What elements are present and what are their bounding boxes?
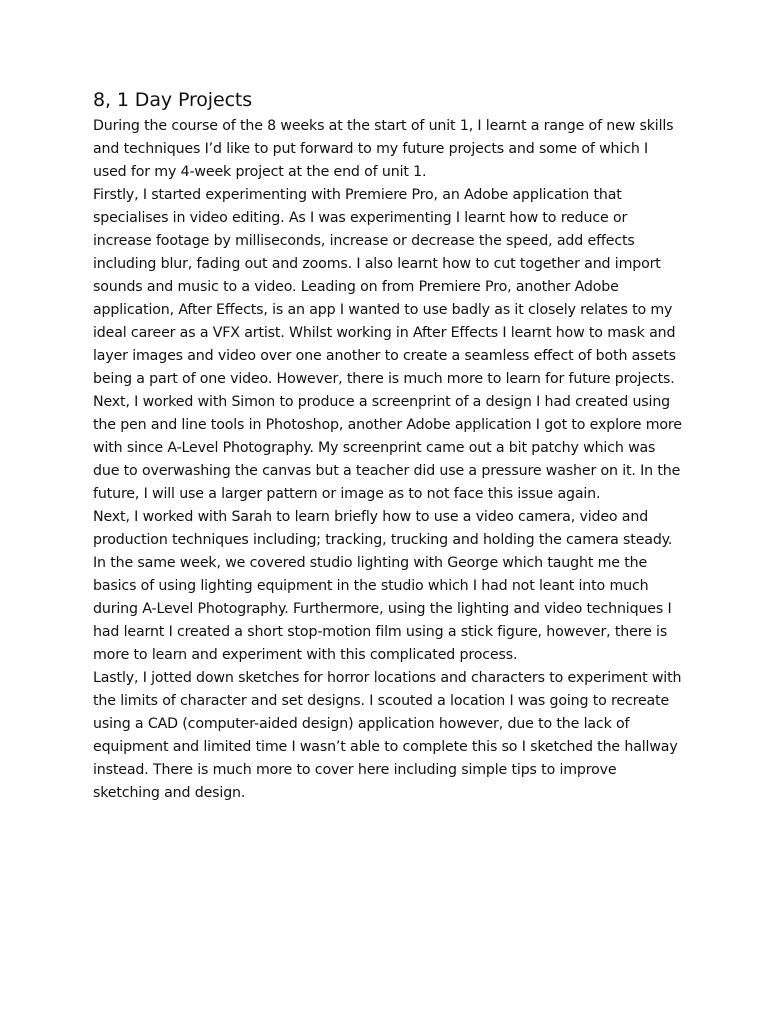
paragraph-screenprint: Next, I worked with Simon to produce a screenprint of a design I had created using the pen and line tools in Photoshop, another Adobe application I got to explore more with since A-Level Photography. My screenprint came out a bit patchy which was due to overwashing the canvas but a teacher did use a pressure washer on it. In the future, I will use a larger pattern or image as to not face this issue again. <box>93 394 682 502</box>
paragraph-video-lighting: Next, I worked with Sarah to learn briefly how to use a video camera, video and production techniques including; tracking, trucking and holding the camera steady. In the same week, we covered studio lighting with George which taught me the basics of using lighting equipment in the studio which I had not leant into much during A-Level Photography. Furthermore, using the lighting and video techniques I had learnt I created a short stop-motion film using a stick figure, however, there is more to learn and experiment with this complicated process. <box>93 509 673 663</box>
paragraph-sketches: Lastly, I jotted down sketches for horror locations and characters to experiment with the limits of character and set designs. I scouted a location I was going to recreate using a CAD (computer-aided design) application however, due to the lack of equipment and limited time I wasn’t able to complete this so I sketched the hallway instead. There is much more to cover here including simple tips to improve sketching and design. <box>93 670 682 801</box>
paragraph-intro: During the course of the 8 weeks at the start of unit 1, I learnt a range of new skills and techniques I’d like to put forward to my future projects and some of which I used for my 4-week project at the end of unit 1. <box>93 118 674 180</box>
document-page <box>93 86 683 805</box>
page-title: 8, 1 Day Projects <box>93 89 253 111</box>
paragraph-premiere-after-effects: Firstly, I started experimenting with Premiere Pro, an Adobe application that specialises in video editing. As I was experimenting I learnt how to reduce or increase footage by milliseconds, increase or decrease the speed, add effects including blur, fading out and zooms. I also learnt how to cut together and import sounds and music to a video. Leading on from Premiere Pro, another Adobe application, After Effects, is an app I wanted to use badly as it closely relates to my ideal career as a VFX artist. Whilst working in After Effects I learnt how to mask and layer images and video over one another to create a seamless effect of both assets being a part of one video. However, there is much more to learn for future projects. <box>93 187 676 387</box>
